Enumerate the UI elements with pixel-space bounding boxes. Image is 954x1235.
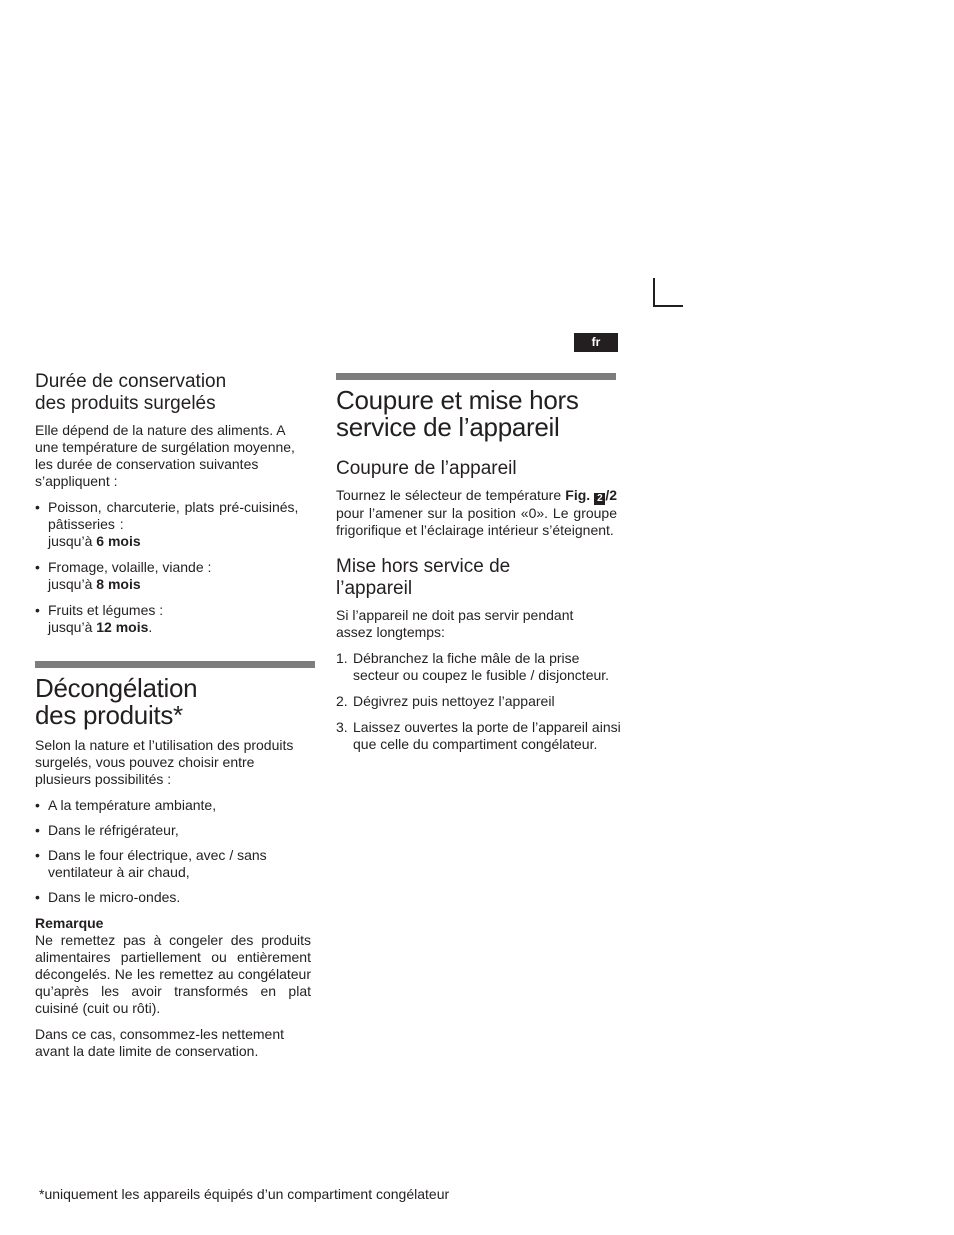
shutdown-heading: Coupure et mise hors service de l’appareil <box>336 385 579 442</box>
list-item: 1. Débranchez la fiche mâle de la prise secteur ou coupez le fusible / disjoncteur. <box>336 650 610 683</box>
thawing-options-list <box>35 797 317 906</box>
list-item: • Dans le micro-ondes. <box>35 889 317 906</box>
thawing-intro: Selon la nature et l’utilisation des produits surgelés, vous pouvez choisir entre plusieurs possibilités : <box>35 737 294 787</box>
list-item: 3. Laissez ouvertes la porte de l’appareil ainsi que celle du compartiment congélateur. <box>336 719 621 752</box>
switch-off-heading: Coupure de l’appareil <box>336 458 517 479</box>
decommission-intro: Si l’appareil ne doit pas servir pendant assez longtemps: <box>336 607 574 640</box>
section-divider <box>35 661 315 668</box>
decommission-steps <box>336 650 619 753</box>
figure-number-badge: 2 <box>594 493 605 505</box>
storage-duration-heading: Durée de conservation des produits surgelés <box>35 371 227 414</box>
note-text: Ne remettez pas à congeler des produits alimentaires partiellement ou entièrement décongelés. Ne les remettez au congélateur qu’après les avoir transformés en plat cuisiné (cuit ou rôti). <box>35 932 311 1016</box>
shutdown-section <box>336 387 619 753</box>
list-item: • Fruits et légumes : jusqu’à 12 mois. <box>35 602 317 636</box>
switch-off-text: Tournez le sélecteur de température Fig. 2 /2 pour l’amener sur la position «0». Le groupe frigorifique et l’éclairage intérieur s’éteignent. <box>336 487 618 538</box>
decommission-heading: Mise hors service de l’appareil <box>336 556 511 599</box>
list-item: • A la température ambiante, <box>35 797 317 814</box>
storage-duration-list <box>35 499 317 636</box>
list-item: • Fromage, volaille, viande : jusqu’à 8 mois <box>35 559 317 593</box>
note-text-2: Dans ce cas, consommez-les nettement avant la date limite de conservation. <box>35 1026 284 1059</box>
crop-mark-vertical <box>653 278 655 306</box>
list-item: • Dans le réfrigérateur, <box>35 822 317 839</box>
section-divider <box>336 373 616 380</box>
figure-reference: Fig. 2 /2 <box>565 487 618 504</box>
storage-duration-intro: Elle dépend de la nature des aliments. A une température de surgélation moyenne, les durée de conservation suivantes s’appliquent : <box>35 422 295 489</box>
crop-mark-horizontal <box>653 305 683 307</box>
thawing-section <box>35 675 317 1060</box>
list-item: 2. Dégivrez puis nettoyez l’appareil <box>336 693 555 709</box>
storage-duration-section <box>35 371 317 636</box>
note-heading: Remarque <box>35 915 104 931</box>
thawing-heading: Décongélation des produits* <box>35 673 198 730</box>
language-badge: fr <box>574 333 618 352</box>
footnote: *uniquement les appareils équipés d’un compartiment congélateur <box>39 1186 450 1202</box>
list-item: • Dans le four électrique, avec / sans ventilateur à air chaud, <box>35 847 288 881</box>
list-item: • Poisson, charcuterie, plats pré-cuisinés, pâtisseries : jusqu’à 6 mois <box>35 499 317 550</box>
